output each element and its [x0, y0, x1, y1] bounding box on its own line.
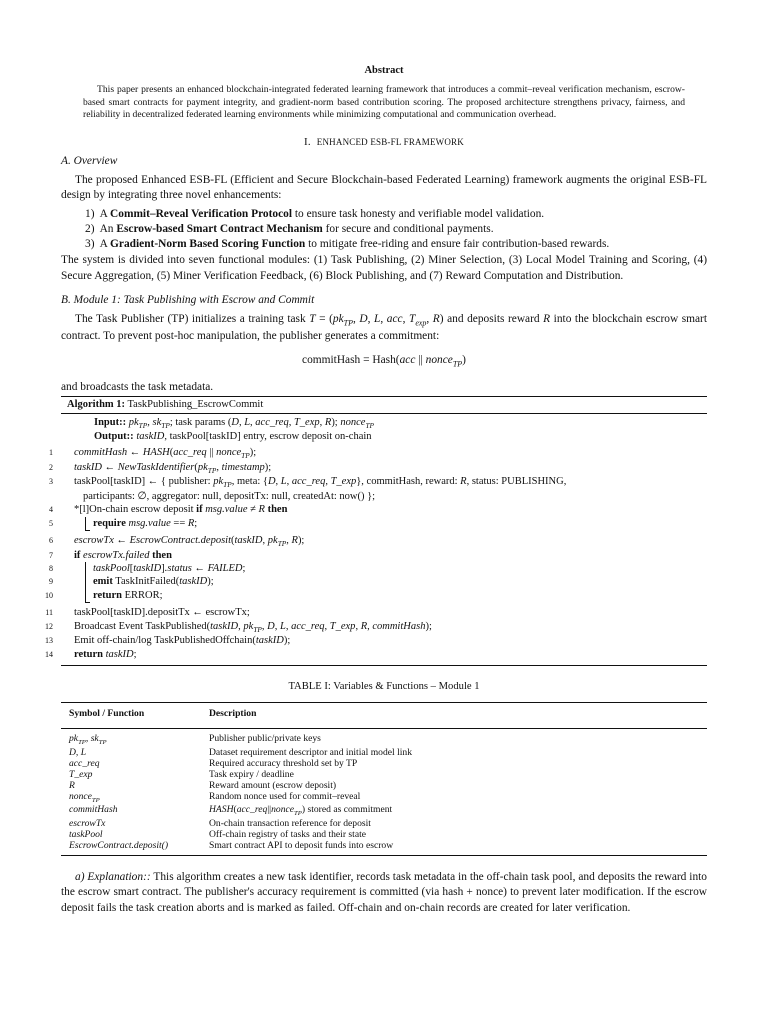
table-row: R Reward amount (escrow deposit) [69, 779, 337, 791]
table-row: commitHash HASH(acc_req||nonce$_{TP}$) stored as commitment [69, 804, 393, 818]
table-row: $pk_{TP}$, $sk_{TP}$ Publisher public/private keys [69, 733, 321, 746]
algorithm-lines [45, 446, 707, 665]
algorithm-io [61, 414, 707, 446]
algorithm-line: 13 Emit off-chain/log TaskPublishedOffchain(taskID); [45, 635, 291, 647]
algorithm-line: 14 return taskID; [45, 648, 137, 660]
table-header-description: Description [201, 703, 707, 729]
overview-intro: The proposed Enhanced ESB-FL (Efficient and Secure Blockchain-based Federated Learning) framework augments the original ESB-FL design by integrating three novel enhancements: [61, 174, 707, 202]
table-header-row [61, 703, 707, 729]
algorithm-line: 11 taskPool[taskID].depositTx ← escrowTx; [45, 607, 250, 619]
table-row: escrowTx On-chain transaction reference for deposit [69, 818, 371, 830]
algorithm-line: 4 *[l]On-chain escrow deposit if msg.value ≠ R then [49, 504, 288, 516]
table-row: D, L Dataset requirement descriptor and initial model link [69, 746, 413, 758]
section-title [61, 135, 707, 150]
algorithm-line: 10 return ERROR; [61, 589, 707, 602]
algorithm-line: 7 if escrowTx.failed then [49, 549, 172, 561]
algorithm-line: 3 taskPool[taskID] ← { publisher: $pk_{TP}$, meta: {D, L, acc_req, T_exp}, commitHash, reward: R, status: PUBLISHING, [49, 476, 567, 490]
paper-page [45, 64, 708, 916]
enhancement-item: 1) A Commit–Reveal Verification Protocol to ensure task honesty and verifiable model validation. [85, 207, 545, 220]
algorithm-line: 8 taskPool[taskID].status ← FAILED; [61, 562, 707, 575]
explanation-paragraph: a) Explanation:: This algorithm creates a new task identifier, records task metadata in the off-chain task pool, and deposits the reward into the escrow smart contract. The publisher's accuracy requirement is committed (via hash + nonce) to prevent later modification. If the escrow deposit fails the task creation aborts and is marked as failed. Off-chain and on-chain records are created for later verification. [61, 871, 707, 914]
algorithm-line: 9 emit TaskInitFailed(taskID); [61, 575, 707, 588]
algorithm-line-continuation: participants: ∅, aggregator: null, depositTx: null, createdAt: now() }; [83, 490, 376, 502]
algorithm-line: 2 taskID ← $NewTaskIdentifier(pk_{TP}$, timestamp); [49, 461, 272, 475]
after-equation-text: and broadcasts the task metadata. [61, 380, 214, 393]
section-name: ENHANCED ESB-FL FRAMEWORK [316, 137, 464, 148]
algorithm-block [45, 396, 707, 666]
modules-paragraph: The system is divided into seven functional modules: (1) Task Publishing, (2) Miner Selection, (3) Local Model Training and Scoring, (4) Secure Aggregation, (5) Miner Verification Feedback, (6) Block Publishing, and (7) Reward Computation and Distribution. [61, 254, 707, 282]
table-caption: TABLE I: Variables & Functions – Module 1 [288, 681, 480, 693]
algorithm-title: Algorithm 1: TaskPublishing_EscrowCommit [61, 397, 707, 414]
variables-table [61, 702, 707, 856]
commit-equation: commitHash = Hash(acc || nonce$_{TP}$) [302, 353, 466, 368]
subsection-overview-heading: A. Overview [61, 154, 118, 167]
module1-paragraph: The Task Publisher (TP) initializes a training task $T = (pk_{TP}$, D, L, acc, $T_{exp}$, R) and deposits reward R into the blockchain escrow smart contract. To prevent post-hoc manipulation, the publisher generates a commitment: [61, 313, 708, 343]
algorithm-line: 5 require msg.value == R; [61, 517, 707, 530]
algorithm-line: 1 commitHash ← HASH(acc_req || nonce$_{TP}$); [49, 447, 257, 461]
table-header-symbol: Symbol / Function [61, 703, 201, 729]
section-number: I. [304, 136, 311, 149]
subsection-module1-heading: B. Module 1: Task Publishing with Escrow and Commit [61, 294, 315, 307]
enhancement-item: 3) A Gradient-Norm Based Scoring Function to mitigate free-riding and ensure fair contribution-based rewards. [85, 238, 610, 251]
algorithm-output: Output:: taskID, taskPool[taskID] entry, escrow deposit on-chain [94, 431, 372, 443]
enhancement-list [61, 207, 707, 253]
table-row: EscrowContract.deposit() Smart contract API to deposit funds into escrow [69, 840, 394, 852]
table-row: taskPool Off-chain registry of tasks and their state [69, 829, 367, 841]
abstract-title: Abstract [364, 65, 404, 76]
algorithm-line: 12 Broadcast Event TaskPublished(taskID, $pk_{TP}$, D, L, acc_req, T_exp, R, commitHash); [45, 620, 432, 634]
algorithm-input: Input:: $pk_{TP}$, $sk_{TP}$; task params (D, L, acc_req, T_exp, R); nonce$_{TP}$ [94, 416, 375, 430]
table-row: acc_req Required accuracy threshold set by TP [69, 757, 358, 769]
enhancement-item: 2) An Escrow-based Smart Contract Mechanism for secure and conditional payments. [85, 222, 494, 235]
abstract-body: This paper presents an enhanced blockchain-integrated federated learning framework that introduces a commit–reveal verification mechanism, escrow-based smart contracts for payment integrity, and gradient-norm based contribution scoring. The proposed architecture strengthens privacy, fairness, and reliability in decentralized federated learning environments while minimizing computational and communication overhead. [83, 84, 685, 121]
explanation-label: a) Explanation:: [75, 871, 151, 884]
algorithm-line: 6 escrowTx ← EscrowContract.deposit(taskID, $pk_{TP}$, R); [49, 535, 305, 549]
table-row: nonce$_{TP}$ Random nonce used for commit–reveal [69, 790, 361, 804]
table-row: T_exp Task expiry / deadline [69, 768, 294, 780]
